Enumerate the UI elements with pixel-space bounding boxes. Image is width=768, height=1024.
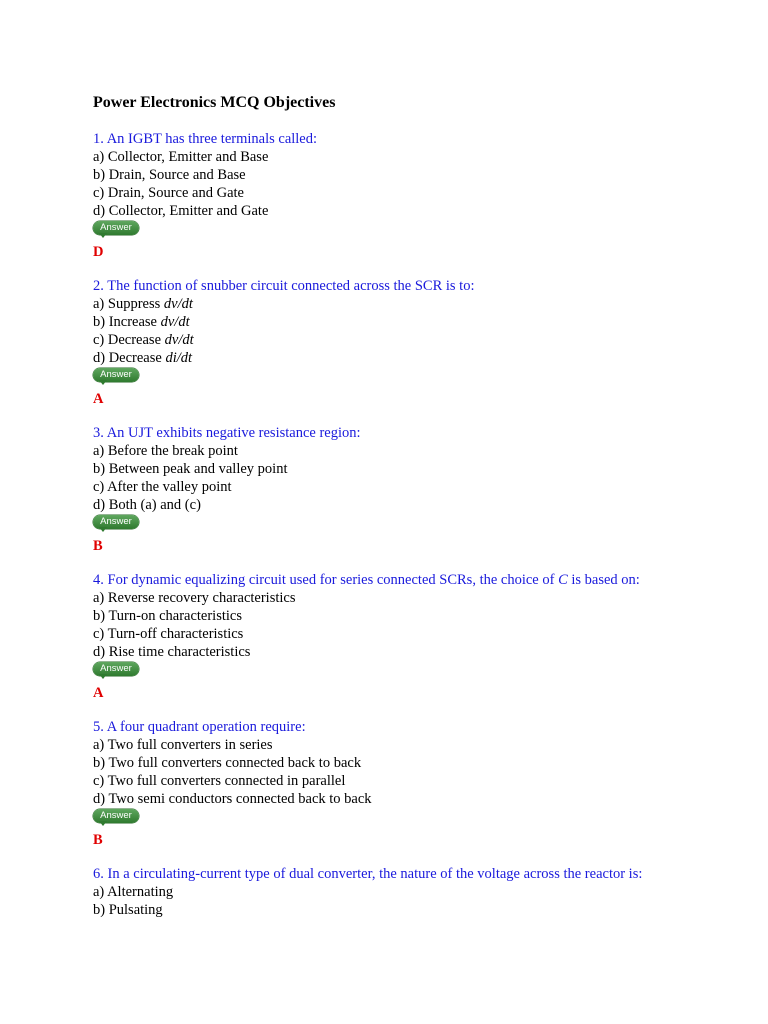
question-variable: C: [558, 572, 568, 588]
option-d: d) Two semi conductors connected back to back: [93, 791, 372, 807]
option-a: a) Alternating: [93, 884, 174, 900]
option-d: d) Both (a) and (c): [93, 497, 201, 513]
answer-button-label: Answer: [93, 221, 139, 235]
answer-letter: B: [93, 832, 103, 848]
page-title: Power Electronics MCQ Objectives: [93, 94, 336, 111]
question-5: [93, 718, 683, 849]
question-2: [93, 277, 683, 408]
option-text: a) Suppress: [93, 296, 164, 312]
answer-letter: A: [93, 391, 104, 407]
speech-bubble-tail-icon: [99, 380, 107, 385]
option-b: b) Turn-on characteristics: [93, 608, 242, 624]
option-c: c) Drain, Source and Gate: [93, 185, 244, 201]
speech-bubble-tail-icon: [99, 527, 107, 532]
answer-letter: D: [93, 244, 104, 260]
answer-button-label: Answer: [93, 662, 139, 676]
option-b: b) Between peak and valley point: [93, 461, 288, 477]
option-variable: di/dt: [165, 350, 193, 366]
question-6: [93, 865, 683, 919]
option-c: c) Two full converters connected in parallel: [93, 773, 346, 789]
option-c: c) After the valley point: [93, 479, 232, 495]
question-text: 5. A four quadrant operation require:: [93, 719, 306, 735]
answer-button-label: Answer: [93, 368, 139, 382]
question-text: 1. An IGBT has three terminals called:: [93, 131, 318, 147]
option-d: d) Collector, Emitter and Gate: [93, 203, 269, 219]
answer-letter: A: [93, 685, 104, 701]
answer-button[interactable]: [93, 220, 139, 238]
question-text: 2. The function of snubber circuit connected across the SCR is to:: [93, 278, 475, 294]
question-text: [93, 571, 683, 589]
answer-button[interactable]: [93, 808, 139, 826]
document-page: [93, 92, 683, 935]
option-text: c) Decrease: [93, 332, 165, 348]
option-c: c) Turn-off characteristics: [93, 626, 244, 642]
question-4: [93, 571, 683, 702]
option-variable: dv/dt: [164, 332, 194, 348]
option-d: [93, 349, 683, 367]
option-a: a) Collector, Emitter and Base: [93, 149, 269, 165]
option-text: b) Increase: [93, 314, 161, 330]
answer-button-label: Answer: [93, 809, 139, 823]
option-variable: dv/dt: [160, 314, 190, 330]
question-text: 3. An UJT exhibits negative resistance region:: [93, 425, 361, 441]
option-text: d) Decrease: [93, 350, 166, 366]
speech-bubble-tail-icon: [99, 233, 107, 238]
answer-button[interactable]: [93, 661, 139, 679]
answer-button-label: Answer: [93, 515, 139, 529]
option-b: b) Pulsating: [93, 902, 163, 918]
option-d: d) Rise time characteristics: [93, 644, 251, 660]
option-b: b) Drain, Source and Base: [93, 167, 246, 183]
answer-button[interactable]: [93, 514, 139, 532]
option-c: [93, 331, 683, 349]
question-text-part: is based on:: [567, 572, 640, 588]
answer-letter: B: [93, 538, 103, 554]
option-a: a) Two full converters in series: [93, 737, 273, 753]
speech-bubble-tail-icon: [99, 674, 107, 679]
option-a: [93, 295, 683, 313]
option-variable: dv/dt: [163, 296, 193, 312]
question-text-part: 4. For dynamic equalizing circuit used for series connected SCRs, the choice of: [93, 572, 559, 588]
option-b: b) Two full converters connected back to back: [93, 755, 362, 771]
question-1: [93, 130, 683, 261]
option-a: a) Reverse recovery characteristics: [93, 590, 296, 606]
question-3: [93, 424, 683, 555]
option-b: [93, 313, 683, 331]
option-a: a) Before the break point: [93, 443, 238, 459]
speech-bubble-tail-icon: [99, 821, 107, 826]
answer-button[interactable]: [93, 367, 139, 385]
question-text: 6. In a circulating-current type of dual converter, the nature of the voltage across the reactor is:: [93, 866, 643, 882]
